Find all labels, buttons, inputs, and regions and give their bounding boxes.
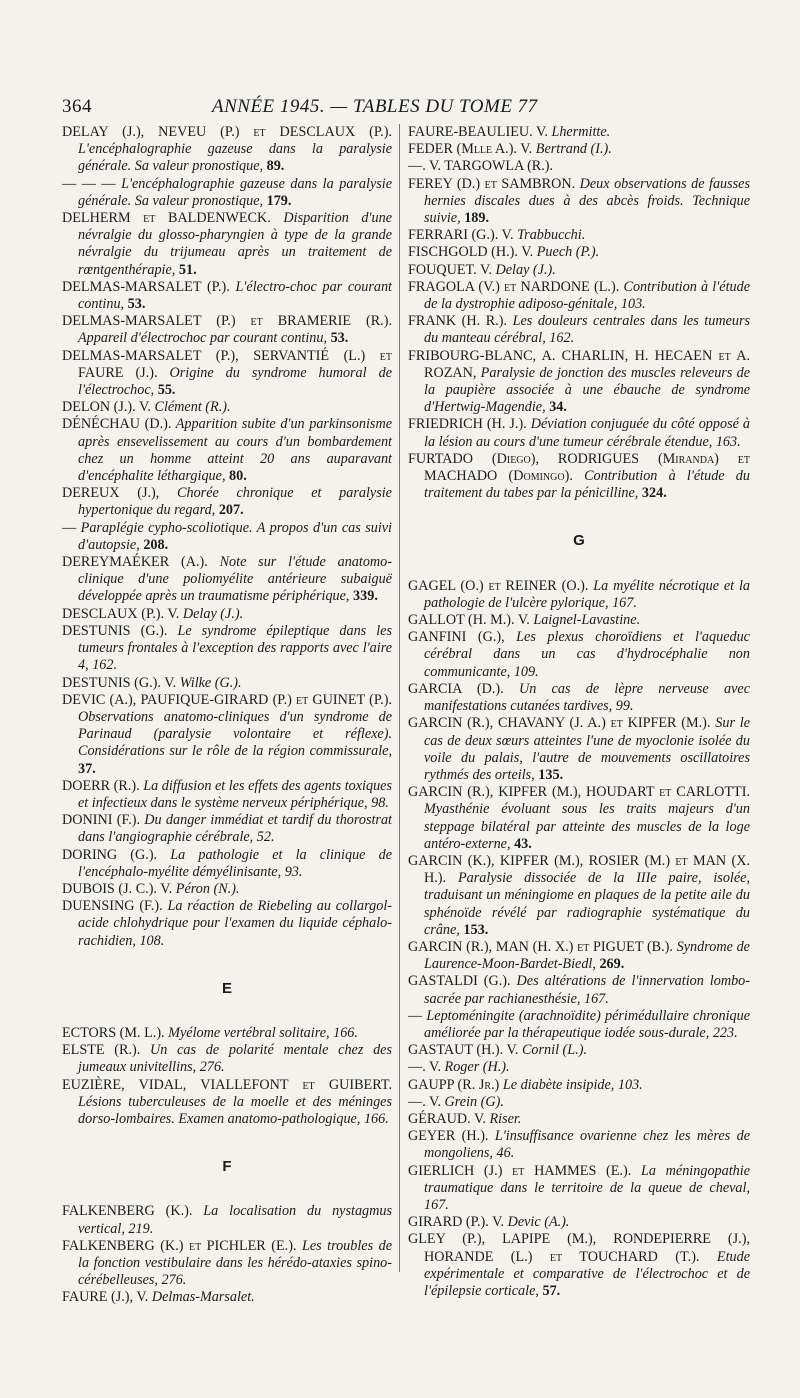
entry-title: Origine du syndrome humoral de l'électrochoc, xyxy=(78,364,392,399)
entry-page: 135. xyxy=(534,766,564,783)
entry-authors: GAUPP (R. Jr.) xyxy=(408,1076,500,1093)
entry-title: Cornil (L.). xyxy=(518,1042,587,1059)
entry-authors: FURTADO (Diego), RODRIGUES (Miranda) et MACHADO (Domingo). xyxy=(408,450,750,485)
entry-title: Les plexus choroïdiens et l'aqueduc cérébral dans un cas d'hydrocéphalie non communicante, 109. xyxy=(424,629,750,680)
entry-page: 43. xyxy=(510,835,532,852)
index-entry xyxy=(62,176,392,210)
entry-page: 153. xyxy=(459,921,489,938)
running-title: ANNÉE 1945. — TABLES DU TOME 77 xyxy=(212,96,538,117)
entry-authors: EUZIÈRE, VIDAL, VIALLEFONT et GUIBERT. xyxy=(62,1076,392,1093)
entry-title: Observations anatomo-cliniques d'un syndrome de Parinaud (paralysie volontaire et réflexe). Considérations sur le rôle de la région commissurale, xyxy=(78,708,392,760)
entry-title: La diffusion et les effets des agents toxiques et infectieux dans le système nerveux périphérique, 98. xyxy=(78,777,392,811)
index-entry xyxy=(408,1128,750,1162)
column-divider xyxy=(399,124,400,1272)
entry-authors: DOERR (R.). xyxy=(62,777,140,794)
index-entry xyxy=(62,1289,392,1306)
entry-authors: FRIBOURG-BLANC, A. CHARLIN, H. HECAEN et A. ROZAN, xyxy=(408,347,750,381)
entry-page: 269. xyxy=(595,956,625,973)
entry-authors: DEVIC (A.), PAUFIQUE-GIRARD (P.) et GUINET (P.). xyxy=(62,691,392,708)
index-entry xyxy=(408,1231,750,1300)
index-entry xyxy=(408,1059,750,1076)
entry-title: Deux observations de fausses hernies discales dues à des abcès froids. Technique suivie, xyxy=(424,175,750,227)
entry-title: Chorée chronique et paralysie hypertonique du regard, xyxy=(78,485,392,519)
left-column xyxy=(62,124,392,1307)
entry-authors: FALKENBERG (K.) et PICHLER (E.). xyxy=(62,1237,297,1254)
entry-authors: GEYER (H.). xyxy=(408,1128,489,1145)
entry-authors: FAURE-BEAULIEU. V. xyxy=(408,124,548,140)
entry-authors: GALLOT (H. M.). V. xyxy=(408,612,530,629)
entry-title: Riser. xyxy=(485,1110,522,1127)
entry-title: Un cas de lèpre nerveuse avec manifestations cutanées tardives, 99. xyxy=(424,680,750,715)
entry-title: Les troubles de la fonction vestibulaire dans les hérédo-ataxies spino-cérébelleuses, 276. xyxy=(78,1237,392,1289)
section-letter: G xyxy=(573,532,585,550)
entry-title: Du danger immédiat et tardif du thorostrat dans l'angiographie cérébrale, 52. xyxy=(78,812,392,846)
entry-title: Delay (J.). xyxy=(491,261,556,278)
entry-authors: FISCHGOLD (H.). V. xyxy=(408,244,534,261)
index-entry xyxy=(62,313,392,347)
index-entry xyxy=(408,1042,750,1059)
entry-title: Des altérations de l'innervation lombo-sacrée par rachianesthésie, 167. xyxy=(424,973,751,1007)
entry-authors: DUENSING (F.). xyxy=(62,898,163,915)
entry-page: 51. xyxy=(175,261,197,278)
entry-authors: DELAY (J.), NEVEU (P.) et DESCLAUX (P.). xyxy=(62,124,392,140)
index-entry xyxy=(408,451,750,503)
entry-page: 89. xyxy=(263,158,285,175)
entry-title: Lésions tuberculeuses de la moelle et des méninges dorso-lombaires. Examen anatomo-pathologique, 166. xyxy=(78,1093,392,1127)
entry-authors: —. V. xyxy=(408,1093,441,1110)
entry-title: Appareil d'électrochoc par courant continu, xyxy=(78,330,328,347)
entry-title: Contribution à l'étude du traitement du tabes par la pénicilline, xyxy=(424,468,750,502)
entry-authors: GARCIN (R.), KIPFER (M.), HOUDART et CARLOTTI. xyxy=(408,784,750,801)
entry-title: Les douleurs centrales dans les tumeurs du manteau cérébral, 162. xyxy=(424,313,751,347)
entry-title: La pathologie et la clinique de l'encéphalo-myélite démyélinisante, 93. xyxy=(78,846,392,880)
entry-page: 53. xyxy=(327,330,349,347)
entry-title: La méningopathie traumatique dans le territoire de la queue de cheval, 167. xyxy=(424,1162,750,1213)
entry-authors: DÉNÉCHAU (D.). xyxy=(62,416,172,433)
index-entry xyxy=(408,939,750,973)
entry-title: Delay (J.). xyxy=(179,605,244,622)
section-letter: E xyxy=(221,979,232,997)
entry-title: Myélome vertébral solitaire, 166. xyxy=(164,1024,358,1041)
index-entry xyxy=(62,124,392,176)
entry-authors: GASTAUT (H.). V. xyxy=(408,1042,519,1059)
index-entry xyxy=(408,715,750,784)
entry-title: Devic (A.). xyxy=(504,1214,570,1231)
index-entry xyxy=(62,692,392,778)
index-entry xyxy=(408,176,750,228)
entry-title: L'encéphalographie gazeuse dans la paralysie générale. Sa valeur pronostique, xyxy=(78,175,393,209)
entry-authors: DESCLAUX (P.). V. xyxy=(62,605,180,622)
index-entry xyxy=(62,778,392,812)
right-column xyxy=(408,124,750,1300)
entry-authors: FRIEDRICH (H. J.). xyxy=(408,416,527,433)
index-entry xyxy=(408,416,750,450)
index-entry xyxy=(408,158,750,175)
entry-authors: GAGEL (O.) et REINER (O.). xyxy=(408,577,589,594)
entry-title: Disparition d'une névralgie du glosso-pharyngien à type de la grande névralgie du trijumeau après un traitement de rœntgenthérapie, xyxy=(78,210,392,278)
entry-title: Leptoméningite (arachnoïdite) périmédullaire chronique améliorée par la thérapeutique iodée sous-durale, 223. xyxy=(422,1007,750,1041)
entry-authors: DONINI (F.). xyxy=(62,812,141,829)
index-entry xyxy=(408,612,750,629)
index-entry xyxy=(408,578,750,612)
entry-page: 179. xyxy=(263,192,292,209)
entry-title: Paralysie dissociée de la IIIe paire, isolée, traduisant un méningiome en plaques de la petite aile du sphénoïde révélé par radiographie systématique du crâne, xyxy=(424,870,750,938)
entry-authors: DELMAS-MARSALET (P.) et BRAMERIE (R.). xyxy=(62,313,392,330)
entry-page: 208. xyxy=(139,536,169,553)
entry-authors: GARCIN (R.), CHAVANY (J. A.) et KIPFER (M.). xyxy=(408,715,711,732)
entry-title: Trabbucchi. xyxy=(513,227,586,244)
index-entry xyxy=(408,1094,750,1111)
index-entry xyxy=(62,1203,392,1237)
entry-title: Lhermitte. xyxy=(547,124,611,140)
index-entry xyxy=(408,244,750,261)
index-entry xyxy=(408,1077,750,1094)
index-entry xyxy=(408,348,750,417)
index-entry xyxy=(62,485,392,519)
entry-authors: FOUQUET. V. xyxy=(408,261,492,278)
index-entry xyxy=(62,348,392,400)
entry-authors: DEREYMAÉKER (A.). xyxy=(62,554,208,571)
index-entry xyxy=(62,520,392,554)
index-entry xyxy=(62,847,392,881)
entry-title: Paraplégie cypho-scoliotique. A propos d'un cas suivi d'autopsie, xyxy=(76,519,392,553)
entry-title: Puech (P.). xyxy=(533,244,600,261)
entry-page: 324. xyxy=(638,485,667,502)
entry-authors: GARCIA (D.). xyxy=(408,680,504,697)
index-entry xyxy=(62,898,392,950)
entry-authors: DEREUX (J.), xyxy=(62,485,160,502)
entry-title: La réaction de Riebeling au collargol-acide chlohydrique pour l'examen du liquide céphalo-rachidien, 108. xyxy=(78,898,392,949)
entry-title: L'électro-choc par courant continu, xyxy=(78,278,393,313)
entry-page: 80. xyxy=(225,468,247,485)
entry-authors: —. V. xyxy=(408,1059,441,1076)
entry-title: L'encéphalographie gazeuse dans la paralysie générale. Sa valeur pronostique, xyxy=(78,141,392,175)
entry-authors: FAURE (J.), V. xyxy=(62,1289,149,1306)
index-entry xyxy=(62,1025,392,1042)
entry-title: Contribution à l'étude de la dystrophie adiposo-génitale, 103. xyxy=(424,278,751,313)
index-entry xyxy=(408,1008,750,1042)
entry-authors: —. V. TARGOWLA (R.). xyxy=(408,158,554,175)
entry-authors: GARCIN (R.), MAN (H. X.) et PIGUET (B.). xyxy=(408,938,673,955)
entry-title: La localisation du nystagmus vertical, 219. xyxy=(78,1203,392,1237)
entry-authors: GIRARD (P.). V. xyxy=(408,1214,505,1231)
entry-authors: DELON (J.). V. xyxy=(62,399,151,416)
index-entry xyxy=(408,784,750,853)
entry-authors: DELHERM et BALDENWECK. xyxy=(62,210,271,227)
index-entry xyxy=(62,554,392,606)
index-entry xyxy=(408,973,750,1007)
entry-authors: FRAGOLA (V.) et NARDONE (L.). xyxy=(408,278,620,295)
entry-page: 339. xyxy=(349,588,378,605)
entry-authors: GÉRAUD. V. xyxy=(408,1110,486,1127)
index-entry xyxy=(62,1042,392,1076)
index-entry xyxy=(62,210,392,279)
entry-title: Note sur l'étude anatomo-clinique d'une poliomyélite antérieure subaiguë développée après un traumatisme périphérique, xyxy=(78,554,392,605)
entry-authors: DORING (G.). xyxy=(62,846,158,863)
page-number: 364 xyxy=(62,96,92,117)
section-letter: F xyxy=(222,1158,232,1176)
entry-page: 37. xyxy=(78,760,96,777)
index-entry xyxy=(408,313,750,347)
entry-title: Delmas-Marsalet. xyxy=(148,1289,255,1306)
index-entry xyxy=(408,227,750,244)
entry-title: Myasthénie évoluant sous les traits majeurs d'un steppage bilatéral par atteinte des muscles de la loge antéro-externe, xyxy=(424,801,750,852)
index-entry xyxy=(62,1077,392,1129)
entry-authors: DESTUNIS (G.). xyxy=(62,622,168,639)
entry-authors: — — — xyxy=(62,175,116,192)
entry-title: Le syndrome épileptique dans les tumeurs frontales à l'exception des rapports avec l'aire 4, 162. xyxy=(78,622,392,674)
entry-title: Grein (G). xyxy=(441,1093,504,1110)
entry-title: Roger (H.). xyxy=(441,1059,510,1076)
entry-title: Syndrome de Laurence-Moon-Bardet-Biedl, xyxy=(424,938,750,973)
entry-authors: FEREY (D.) et SAMBRON. xyxy=(408,175,576,192)
entry-authors: FALKENBERG (K.). xyxy=(62,1203,193,1220)
index-entry xyxy=(408,629,750,681)
entry-title: Péron (N.). xyxy=(172,880,240,897)
index-entry xyxy=(408,141,750,158)
entry-title: Sur le cas de deux sœurs atteintes l'une de myoclonie isolée du voile du palais, l'autre de mouvements oscillatoires rythmés des orteils, xyxy=(424,715,750,783)
entry-authors: DELMAS-MARSALET (P.). xyxy=(62,278,230,295)
index-entry xyxy=(408,853,750,939)
entry-authors: — xyxy=(408,1007,423,1024)
index-entry xyxy=(62,279,392,313)
entry-authors: DELMAS-MARSALET (P.), SERVANTIÉ (L.) et FAURE (J.). xyxy=(62,347,392,381)
index-entry xyxy=(408,124,750,141)
entry-page: 34. xyxy=(545,399,567,416)
index-entry xyxy=(62,881,392,898)
index-entry xyxy=(62,1238,392,1290)
entry-authors: ECTORS (M. L.). xyxy=(62,1024,165,1041)
entry-title: La myélite nécrotique et la pathologie de l'ulcère pylorique, 167. xyxy=(424,577,750,611)
index-entry xyxy=(408,262,750,279)
index-entry xyxy=(62,399,392,416)
entry-title: Laignel-Lavastine. xyxy=(529,612,641,629)
index-entry xyxy=(408,1214,750,1231)
entry-authors: GARCIN (K.), KIPFER (M.), ROSIER (M.) et MAN (X. H.). xyxy=(408,852,750,887)
entry-title: Le diabète insipide, 103. xyxy=(499,1076,643,1093)
entry-page: 57. xyxy=(538,1283,561,1299)
entry-authors: FERRARI (G.). V. xyxy=(408,227,514,244)
entry-authors: GLEY (P.), LAPIPE (M.), RONDEPIERRE (J.), HORANDE (L.) et TOUCHARD (T.). xyxy=(408,1231,750,1265)
entry-title: Etude expérimentale et comparative de l'électrochoc et de l'épilepsie corticale, xyxy=(424,1248,751,1299)
index-entry xyxy=(62,812,392,846)
entry-authors: GIERLICH (J.) et HAMMES (E.). xyxy=(408,1162,632,1179)
entry-title: Déviation conjuguée du côté opposé à la lésion au cours d'une tumeur cérébrale étendue, 163. xyxy=(424,416,750,450)
index-entry xyxy=(408,279,750,313)
entry-authors: — xyxy=(62,519,77,536)
entry-authors: ELSTE (R.). xyxy=(62,1042,141,1059)
index-entry xyxy=(62,675,392,692)
entry-title: Clément (R.). xyxy=(150,399,231,416)
entry-page: 207. xyxy=(215,502,244,519)
entry-page: 55. xyxy=(154,382,176,399)
entry-authors: DESTUNIS (G.). V. xyxy=(62,674,177,691)
entry-title: L'insuffisance ovarienne chez les mères de mongoliens, 46. xyxy=(424,1128,751,1162)
index-entry xyxy=(408,681,750,715)
entry-title: Paralysie de jonction des muscles releveurs de la paupière associée à une ébauche de syndrome d'Hertwig-Magendie, xyxy=(424,364,750,416)
entry-page: 53. xyxy=(124,296,146,313)
entry-title: Apparition subite d'un parkinsonisme après ensevelissement au cours d'un bombardement chez un homme atteint 20 ans auparavant d'encéphalite léthargique, xyxy=(78,416,392,485)
entry-title: Wilke (G.). xyxy=(176,674,242,691)
index-entry xyxy=(408,1111,750,1128)
index-entry xyxy=(62,416,392,485)
entry-authors: FEDER (Mlle A.). V. xyxy=(408,141,533,158)
index-entry xyxy=(62,606,392,623)
entry-authors: GANFINI (G.), xyxy=(408,629,505,646)
entry-authors: GASTALDI (G.). xyxy=(408,973,511,990)
entry-title: Un cas de polarité mentale chez des jumeaux univitellins, 276. xyxy=(78,1042,392,1076)
entry-authors: DUBOIS (J. C.). V. xyxy=(62,880,173,897)
entry-title: Bertrand (I.). xyxy=(532,141,612,158)
index-entry xyxy=(62,623,392,675)
entry-page: 189. xyxy=(460,210,490,227)
index-entry xyxy=(408,1163,750,1215)
entry-authors: FRANK (H. R.). xyxy=(408,313,508,330)
